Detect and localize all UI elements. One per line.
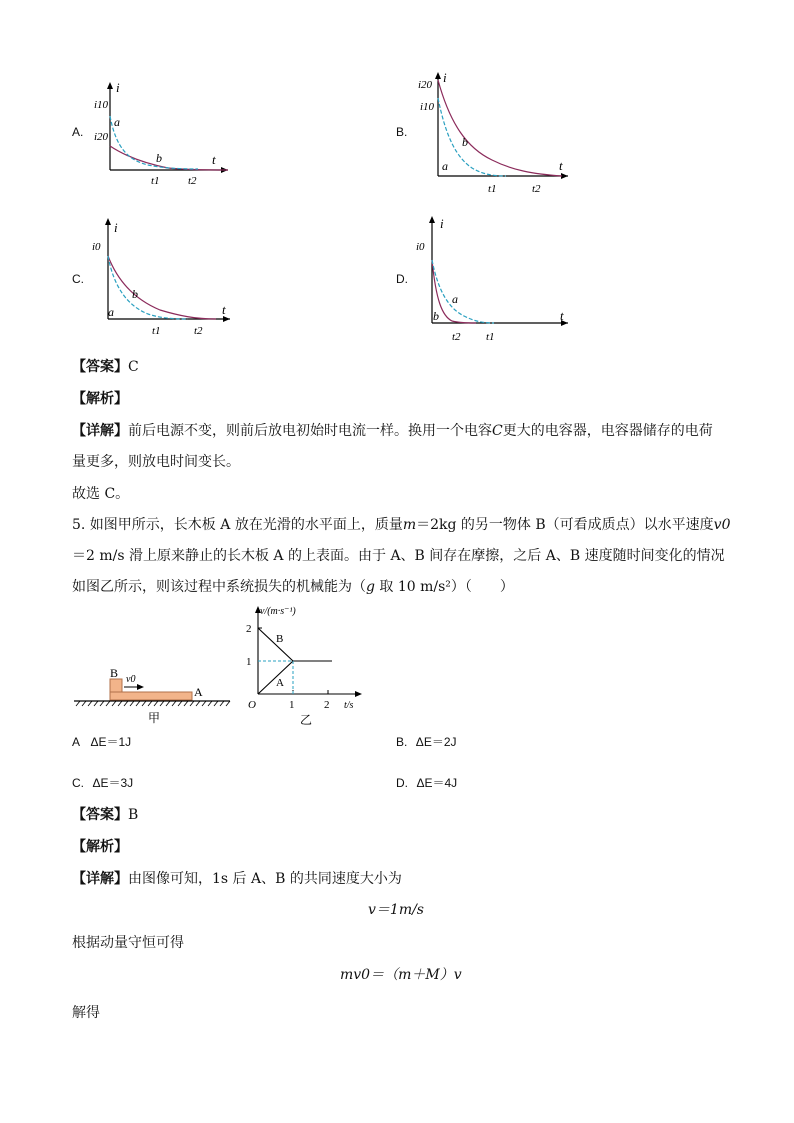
q4-detail-text-end: 更大的电容器，电容器储存的电荷 xyxy=(502,423,713,439)
curve-b xyxy=(110,146,228,170)
q5-stem-text-b: ＝2kg 的另一物体 B（可看成质点）以水平速度 xyxy=(416,517,714,533)
option-c-label: C. xyxy=(72,272,84,286)
curve-a xyxy=(432,260,494,323)
curve-a-label: a xyxy=(114,115,120,129)
caption-jia: 甲 xyxy=(148,711,161,725)
q4-answer-line xyxy=(72,357,139,377)
q5-detail-text: 由图像可知，1s 后 A、B 的共同速度大小为 xyxy=(128,871,402,887)
curve-b-label: b xyxy=(132,287,138,301)
y-axis-arrow xyxy=(429,216,435,223)
y-axis-arrow xyxy=(435,72,441,79)
y-mark-top: i0 xyxy=(92,241,101,253)
t-mark-1: t1 xyxy=(151,175,160,187)
q5-eq1: v＝1m/s xyxy=(368,902,424,918)
q5-option-b xyxy=(396,732,457,752)
graph-a xyxy=(88,78,238,188)
curve-b xyxy=(438,80,562,176)
x-axis-label: t xyxy=(212,152,216,167)
curve-b xyxy=(108,256,216,319)
y-mark-low: i20 xyxy=(94,131,109,143)
y-mark-top: i20 xyxy=(418,79,433,91)
curve-b-label: b xyxy=(462,135,468,149)
x-axis-label: t xyxy=(559,158,563,173)
y-tick-label-1: 1 xyxy=(246,656,252,668)
y-tick-label-2: 2 xyxy=(246,623,252,635)
curve-a xyxy=(108,256,188,319)
q5-stem-text-d: 取 10 m/s²）（ ） xyxy=(374,579,514,595)
q5-var-v0: v0 xyxy=(713,517,731,533)
figure-yi xyxy=(240,602,375,742)
q5-solve-word: 解得 xyxy=(72,1005,100,1021)
x-axis-label: t/s xyxy=(344,700,354,711)
q5-stem-line1 xyxy=(72,515,730,535)
t-mark-1: t2 xyxy=(452,331,461,343)
x-axis-arrow xyxy=(561,173,568,179)
q5-option-a-text: ΔE＝1J xyxy=(90,735,132,749)
q4-detail-label: 【详解】 xyxy=(72,423,128,439)
board-a xyxy=(110,692,192,700)
graph-c xyxy=(88,212,238,342)
q5-stem-text-a: 5. 如图甲所示，长木板 A 放在光滑的水平面上，质量 xyxy=(72,517,403,533)
y-axis-label: v/(m·s⁻¹) xyxy=(260,606,296,617)
y-mark-low: i10 xyxy=(420,101,435,113)
q5-answer-value: B xyxy=(128,807,139,823)
q4-detail-line2: 量更多，则放电时间变长。 xyxy=(72,454,240,470)
label-b: B xyxy=(110,666,119,680)
x-axis-label: t xyxy=(222,302,226,317)
y-axis-arrow xyxy=(105,218,111,225)
y-axis-arrow xyxy=(107,82,113,89)
q5-stem-line2: ＝2 m/s 滑上原来静止的长木板 A 的上表面。由于 A、B 间存在摩擦，之后 A、B 速度随时间变化的情况 xyxy=(72,548,725,564)
q5-detail-line1 xyxy=(72,869,402,889)
t-mark-2: t1 xyxy=(486,331,495,343)
q5-option-c xyxy=(72,773,133,793)
option-d-label: D. xyxy=(396,272,408,286)
q5-option-a-letter: A xyxy=(72,735,81,749)
q5-option-a xyxy=(72,732,131,752)
option-b-label: B. xyxy=(396,125,408,139)
q5-momentum-line: 根据动量守恒可得 xyxy=(72,935,184,951)
q5-option-c-text: ΔE＝3J xyxy=(92,776,134,790)
q4-var-c: C xyxy=(492,423,503,439)
curve-a-label: a xyxy=(442,159,448,173)
q4-conclusion: 故选 C。 xyxy=(72,486,130,502)
q5-option-c-letter: C. xyxy=(72,776,84,790)
q4-answer-label: 【答案】 xyxy=(72,359,128,375)
q4-detail-line1 xyxy=(72,421,713,441)
q5-answer-label: 【答案】 xyxy=(72,807,128,823)
curve-a-label: a xyxy=(108,305,114,319)
q5-analysis-label: 【解析】 xyxy=(72,839,128,855)
ground-hatch xyxy=(76,701,230,706)
q5-option-d xyxy=(396,773,457,793)
t-mark-2: t2 xyxy=(194,325,203,337)
line-a-label: A xyxy=(276,677,284,689)
q5-var-m: m xyxy=(402,517,417,533)
q5-option-d-text: ΔE＝4J xyxy=(416,776,458,790)
x-axis-label: t xyxy=(560,308,564,323)
t-mark-1: t1 xyxy=(152,325,161,337)
velocity-arrowhead xyxy=(137,684,144,690)
curve-b-label: b xyxy=(156,151,162,165)
x-axis-arrow xyxy=(355,691,362,697)
y-axis-label: i xyxy=(114,220,118,235)
q5-detail-label: 【详解】 xyxy=(72,871,128,887)
block-b xyxy=(110,679,122,692)
line-b-label: B xyxy=(276,633,284,645)
label-a: A xyxy=(194,685,203,699)
y-mark-top: i10 xyxy=(94,99,109,111)
q5-option-d-letter: D. xyxy=(396,776,408,790)
q5-stem-text-c: 如图乙所示，则该过程中系统损失的机械能为（ xyxy=(72,579,366,595)
curve-a xyxy=(110,116,198,169)
origin-label: O xyxy=(248,699,256,711)
caption-yi: 乙 xyxy=(300,713,313,727)
graph-d xyxy=(412,212,577,347)
t-mark-2: t2 xyxy=(188,175,197,187)
q4-detail-text: 前后电源不变，则前后放电初始时电流一样。换用一个电容 xyxy=(128,423,492,439)
y-axis-label: i xyxy=(443,70,447,85)
y-axis-label: i xyxy=(116,80,120,95)
q4-analysis-label: 【解析】 xyxy=(72,391,128,407)
q5-stem-line3 xyxy=(72,577,514,597)
x-tick-label-2: 2 xyxy=(324,699,330,711)
option-a-label: A. xyxy=(72,125,84,139)
q5-var-g: g xyxy=(366,579,375,595)
curve-a-label: a xyxy=(452,292,458,306)
q5-option-b-text: ΔE＝2J xyxy=(415,735,457,749)
q5-eq2: mv0＝（m＋M）v xyxy=(340,967,462,983)
graph-b xyxy=(412,66,577,201)
label-v0: v0 xyxy=(126,674,136,685)
y-axis-label: i xyxy=(440,216,444,231)
y-mark-top: i0 xyxy=(416,241,425,253)
x-tick-label-1: 1 xyxy=(289,699,295,711)
curve-b-label: b xyxy=(433,309,439,323)
t-mark-2: t2 xyxy=(532,183,541,195)
q5-answer-line xyxy=(72,805,138,825)
t-mark-1: t1 xyxy=(488,183,497,195)
q4-answer-value: C xyxy=(128,359,139,375)
figure-jia xyxy=(70,666,240,726)
q5-option-b-letter: B. xyxy=(396,735,408,749)
